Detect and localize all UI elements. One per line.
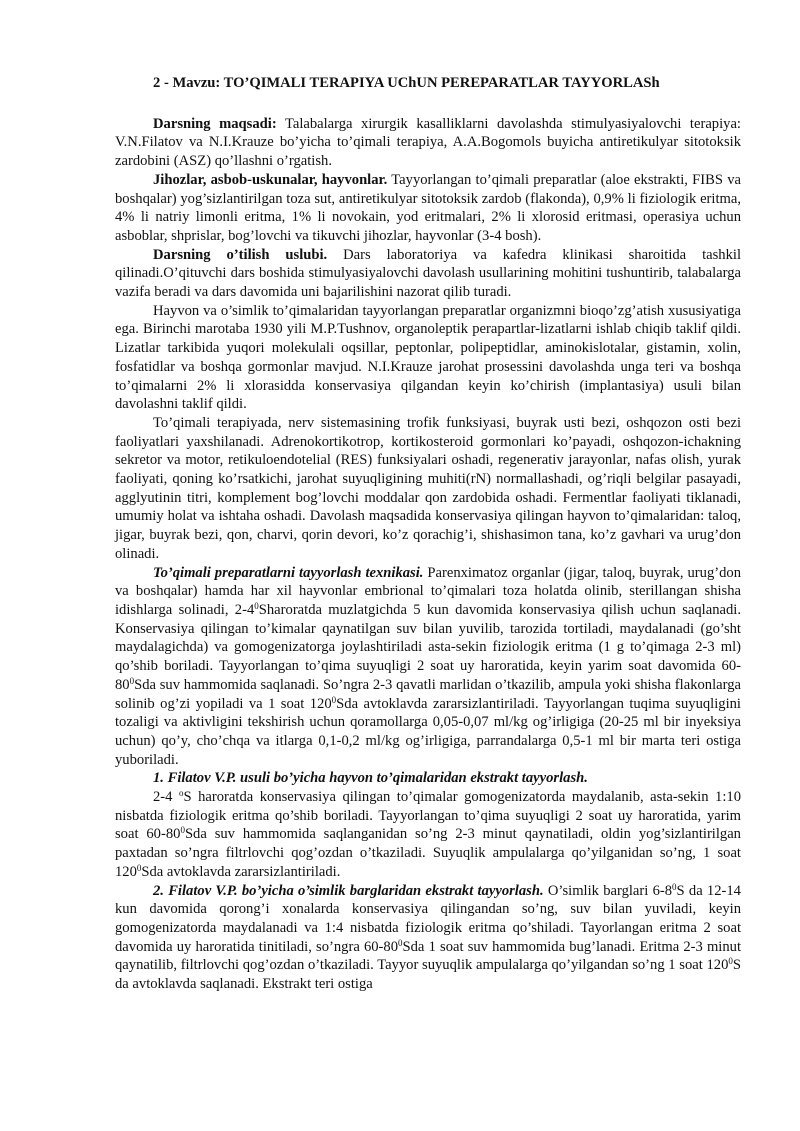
filatov-plant-text-1: O’simlik barglari 6-8	[543, 882, 673, 899]
technique-text-3: Sda suv hammomida saqlanadi. So’ngra 2-3 qavatli marlidan o’tkazilib, ampula yoki shisha flakonlarga solinib og’zi yopiladi va 1 soat 120	[115, 676, 741, 712]
technique-text-2: Sharoratda muzlatgichda 5 kun davomida konservasiya qilish uchun saqlanadi. Konservasiya qilingan to’kimalar qaynatilgan suv bilan yuvilib, tarozida tortiladi, maydalanadi (go’sht maydalagichda) va gomogenizatorga joylashtiriladi asta-sekin fiziologik eritma (1 g to’qimaga 2-3 ml) qo’shib boriladi. Tayyorlangan to’qima suyuqligi 2 soat uy haroratida, keyin yarim soat davomida 60-80	[115, 601, 741, 693]
equipment-text: Tayyorlangan to’qimali preparatlar (aloe ekstrakti, FIBS va boshqalar) yog’sizlantirilgan toza sut, antiretikulyar sitotoksik zardob (flakonda), 0,9% li fiziologik eritma, 4% li natriy limonli eritma, 1% li novokain, yod eritmalari, 2% li xlorosid eritmasi, operasiya uchun asboblar, shprislar, bog’lovchi va tikuvchi jihozlar, hayvonlar (3-4 bosh).	[115, 171, 741, 244]
degree-sup: 0	[672, 881, 677, 892]
degree-sup: 0	[331, 694, 337, 705]
equipment-heading: Jihozlar, asbob-uskunalar, hayvonlar.	[153, 171, 388, 188]
method-text: Dars laboratoriya va kafedra klinikasi sharoitida tashkil qilinadi.O’qituvchi dars boshida stimulyasiyalovchi davolash usullarining mohitini tushuntirib, talabalarga vazifa beradi va dars davomida uni bajarilishini nazorat qilib turadi.	[115, 246, 741, 301]
degree-sup: 0	[136, 862, 142, 873]
filatov-plant-text-3: Sda 1 soat suv hammomida bug’lanadi. Eritma 2-3 minut qaynatilib, filtrlovchi qog’ozdan o’tkaziladi. Tayyor suyuqlik ampulalarga qo’yilgandan so’ng 1 soat 120	[115, 938, 741, 974]
degree-sup: 0	[254, 600, 259, 611]
technique-text-4: Sda avtoklavda zararsizlantiriladi. Tayyorlangan tuqima suyuqligini tozaligi va aktivligini tekshirish uchun qoramollarga 0,05-0,07 ml/kg og’irligiga (20-25 ml bir inyeksiya uchun) qo’y, cho’chqa va itlarga 0,1-0,2 ml/kg og’irligiga, parrandalarga 0,5-1 ml bir marta teri ostiga yuboriladi.	[115, 695, 741, 768]
paragraph-objective	[115, 115, 741, 171]
paragraph-filatov-animal	[115, 788, 741, 882]
degree-sup: 0	[728, 956, 733, 967]
degree-sup: 0	[398, 937, 403, 948]
section-heading-filatov-animal: 1. Filatov V.P. usuli bo’yicha hayvon to’qimalaridan ekstrakt tayyorlash.	[153, 770, 588, 787]
degree-sup: 0	[129, 675, 135, 686]
objective-heading: Darsning maqsadi:	[153, 115, 277, 132]
paragraph-method	[115, 246, 741, 302]
filatov-plant-text-4: S da avtoklavda saqlanadi. Ekstrakt teri ostiga	[115, 957, 741, 993]
page-title: 2 - Mavzu: TO’QIMALI TERAPIYA UChUN PEREPARATLAR TAYYORLASh	[153, 75, 660, 91]
filatov-animal-text-2: S haroratda konservasiya qilingan to’qimalar gomogenizatorda maydalanib, asta-sekin 1:10 nisbatda fiziologik eritma qo’shib boriladi. Tayyorlangan to’qima suyuqligi 2 soat uy haroratida, yarim soat 60-80	[115, 789, 741, 843]
degree-sup: o	[178, 788, 184, 799]
technique-text-1: Parenximatoz organlar (jigar, taloq, buyrak, urug’don va boshqalar) hamda har xil hayvonlar embrional to’qimalari toza holatda olinib, sterillangan shisha idishlarga solinadi, 2-4	[115, 564, 741, 618]
degree-sup: 0	[180, 825, 185, 836]
document-page	[115, 74, 741, 994]
paragraph-equipment	[115, 171, 741, 246]
paragraph-therapy-effects: To’qimali terapiyada, nerv sistemasining trofik funksiyasi, buyrak usti bezi, oshqozon osti bezi faoliyatlari yaxshilanadi. Adrenokortikotrop, kortikosteroid gormonlari ko’payadi, oshqozon-ichakning sekretor va motor, retikuloendotelial (RES) funksiyalari oshadi, regenerativ jarayonlar, nafas olish, yurak faoliyati, qoning ko’rsatkichi, jarohat suyuqligining muhiti(rN) normallashadi, og’riqli belgilar pasayadi, agglyutinin titri, komplement bog’lovchi moddalar qon zardobida oshadi. Fermentlar faoliyati tiklanadi, umumiy holat va ishtaha oshadi. Davolash maqsadida konservasiya qilingan hayvon to’qimalaridan: taloq, jigar, buyrak bezi, qon, charvi, qorin devori, ko’z qorachig’i, shishasimon tana, ko’z gavhari va urug’don olinadi.	[115, 414, 741, 562]
paragraph-filatov-plant	[115, 882, 741, 994]
filatov-plant-text-2: S da 12-14 kun davomida qorong’i xonalarda konservasiya qilingandan so’ng, suv bilan yuviladi, keyin gomogenizatorda maydalanadi va 1:4 nisbatda fiziologik eritma qo’shiladi. Tayorlangan eritma 2 soat davomida uy haroratida tinitiladi, so’ngra 60-80	[115, 882, 741, 955]
paragraph-technique	[115, 564, 741, 770]
filatov-plant-heading: 2. Filatov V.P. bo’yicha o’simlik barglaridan ekstrakt tayyorlash.	[153, 882, 544, 899]
filatov-animal-text-4: Sda avtoklavda zararsizlantiriladi.	[141, 863, 341, 880]
objective-text: Talabalarga xirurgik kasalliklarni davolashda stimulyasiyalovchi terapiya: V.N.Filatov va N.I.Krauze bo’yicha to’qimali terapiya, A.A.Bogomols buyicha antiretikulyar sitotoksik zardobini (ASZ) qo’llashni o’rgatish.	[115, 115, 741, 170]
filatov-animal-text-1: 2-4	[153, 789, 179, 806]
filatov-animal-text-3: Sda suv hammomida saqlanganidan so’ng 2-3 minut qaynatiladi, oldin yog’sizlantirilgan paxtadan so’ngra filtrlovchi qog’ozdan o’tkaziladi. Suyuqlik ampulalarga qo’yilganidan so’ng, 1 soat 120	[115, 826, 741, 880]
paragraph-intro: Hayvon va o’simlik to’qimalaridan tayyorlangan preparatlar organizmni bioqo’zg’atish xususiyatiga ega. Birinchi marotaba 1930 yili M.P.Tushnov, organoleptik perapartlar-lizatlarni ishlab chiqib taklif qildi. Lizatlar tarkibida yuqori molekulali oqsillar, peptonlar, polipeptidlar, aminokislotalar, gistamin, xolin, fosfatidlar va boshqa gormonlar mavjud. N.I.Krauze jarohat prosessini davolashda unga teri va boshqa to’qimalarni 2% li xlorasidda konservasiya qilgandan keyin ko’chirish (implantasiya) usuli bilan davolashni taklif qildi.	[115, 302, 741, 413]
technique-heading: To’qimali preparatlarni tayyorlash texnikasi.	[153, 564, 424, 581]
method-heading: Darsning o’tilish uslubi.	[153, 246, 328, 263]
